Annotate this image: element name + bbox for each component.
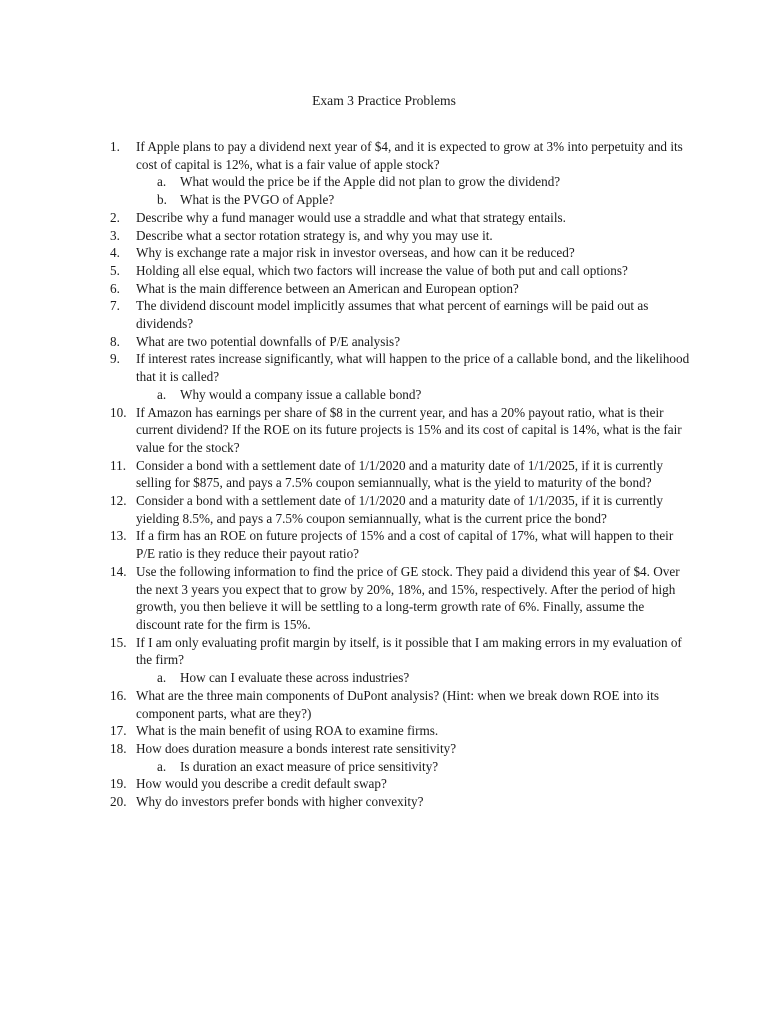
question-text: If a firm has an ROE on future projects of 15% and a cost of capital of 17%, what will happen to their P/E ratio is they reduce their payout ratio? xyxy=(136,528,674,562)
sub-question-text: Is duration an exact measure of price sensitivity? xyxy=(180,758,439,774)
question-number: 20. xyxy=(110,794,127,810)
sub-question-letter: a. xyxy=(157,386,167,402)
question-text: Describe what a sector rotation strategy is, and why you may use it. xyxy=(136,227,493,243)
question-number: 10. xyxy=(110,404,127,420)
question-item xyxy=(110,280,690,298)
sub-question-letter: b. xyxy=(157,192,167,208)
question-text: If interest rates increase significantly, what will happen to the price of a callable bond, and the likelihood that it is called? xyxy=(136,351,690,385)
question-text: How does duration measure a bonds interest rate sensitivity? xyxy=(136,740,457,756)
sub-question-item xyxy=(110,758,690,776)
question-item xyxy=(110,262,690,280)
question-item xyxy=(110,527,690,562)
question-text: If I am only evaluating profit margin by itself, is it possible that I am making errors in my evaluation of the firm? xyxy=(136,634,682,668)
question-item xyxy=(110,740,690,758)
question-number: 5. xyxy=(110,262,120,278)
question-item xyxy=(110,244,690,262)
question-item xyxy=(110,209,690,227)
question-text: How would you describe a credit default swap? xyxy=(136,776,387,792)
sub-question-text: What is the PVGO of Apple? xyxy=(180,192,335,208)
question-item xyxy=(110,457,690,492)
question-number: 16. xyxy=(110,687,127,703)
question-number: 12. xyxy=(110,493,127,509)
sub-question-item xyxy=(110,386,690,404)
question-item xyxy=(110,563,690,634)
question-text: What is the main difference between an American and European option? xyxy=(136,280,519,296)
question-text: If Apple plans to pay a dividend next year of $4, and it is expected to grow at 3% into perpetuity and its cost of capital is 12%, what is a fair value of apple stock? xyxy=(136,139,683,172)
question-text: Why is exchange rate a major risk in investor overseas, and how can it be reduced? xyxy=(136,245,575,261)
question-item xyxy=(110,775,690,793)
question-number: 2. xyxy=(110,209,120,225)
sub-question-text: What would the price be if the Apple did not plan to grow the dividend? xyxy=(180,174,561,190)
sub-question-item xyxy=(110,191,690,209)
sub-question-letter: a. xyxy=(157,758,167,774)
question-item xyxy=(110,297,690,332)
question-text: The dividend discount model implicitly assumes that what percent of earnings will be paid out as dividends? xyxy=(136,298,649,332)
question-number: 9. xyxy=(110,351,120,367)
question-number: 18. xyxy=(110,740,127,756)
sub-question-item xyxy=(110,173,690,191)
question-text: Consider a bond with a settlement date of 1/1/2020 and a maturity date of 1/1/2025, if it is currently selling for $875, and pays a 7.5% coupon semiannually, what is the yield to maturity of the bond? xyxy=(136,457,664,491)
question-number: 3. xyxy=(110,227,120,243)
question-number: 11. xyxy=(110,457,126,473)
question-text: What is the main benefit of using ROA to examine firms. xyxy=(136,723,439,739)
question-number: 6. xyxy=(110,280,120,296)
question-text: Why do investors prefer bonds with higher convexity? xyxy=(136,794,424,810)
sub-question-text: How can I evaluate these across industries? xyxy=(180,670,410,686)
question-text: If Amazon has earnings per share of $8 in the current year, and has a 20% payout ratio, what is their current dividend? If the ROE on its future projects is 15% and its cost of capital is 14%, what is the fair value for the stock? xyxy=(136,404,682,455)
question-item xyxy=(110,634,690,669)
question-item xyxy=(110,350,690,385)
sub-question-text: Why would a company issue a callable bond? xyxy=(180,386,422,402)
question-text: What are two potential downfalls of P/E analysis? xyxy=(136,333,401,349)
question-item xyxy=(110,138,690,173)
question-text: Consider a bond with a settlement date of 1/1/2020 and a maturity date of 1/1/2035, if it is currently yielding 8.5%, and pays a 7.5% coupon semiannually, what is the current price the bond? xyxy=(136,493,664,526)
question-number: 17. xyxy=(110,723,127,739)
sub-question-letter: a. xyxy=(157,670,167,686)
sub-question-item xyxy=(110,669,690,687)
question-number: 15. xyxy=(110,634,127,650)
document-title: Exam 3 Practice Problems xyxy=(312,93,456,108)
question-item xyxy=(110,404,690,457)
question-number: 8. xyxy=(110,333,120,349)
question-number: 1. xyxy=(110,139,120,154)
question-item xyxy=(110,227,690,245)
question-item xyxy=(110,793,690,811)
question-text: Holding all else equal, which two factors will increase the value of both put and call options? xyxy=(136,262,628,278)
question-list xyxy=(110,138,690,811)
question-number: 19. xyxy=(110,776,127,792)
question-item xyxy=(110,687,690,722)
question-item xyxy=(110,492,690,527)
question-number: 13. xyxy=(110,528,127,544)
question-number: 4. xyxy=(110,245,120,261)
question-text: Use the following information to find the price of GE stock. They paid a dividend this year of $4. Over the next 3 years you expect that to grow by 20%, 18%, and 15%, respectively. After the period of high growth, you then believe it will be settling to a long-term growth rate of 6%. Finally, assume the discount rate for the firm is 15%. xyxy=(136,563,680,632)
question-text: Describe why a fund manager would use a straddle and what that strategy entails. xyxy=(136,209,566,225)
question-item xyxy=(110,722,690,740)
question-number: 14. xyxy=(110,563,127,579)
question-text: What are the three main components of DuPont analysis? (Hint: when we break down ROE into its component parts, what are they?) xyxy=(136,687,659,721)
sub-question-letter: a. xyxy=(157,174,167,190)
question-number: 7. xyxy=(110,298,120,314)
question-item xyxy=(110,333,690,351)
